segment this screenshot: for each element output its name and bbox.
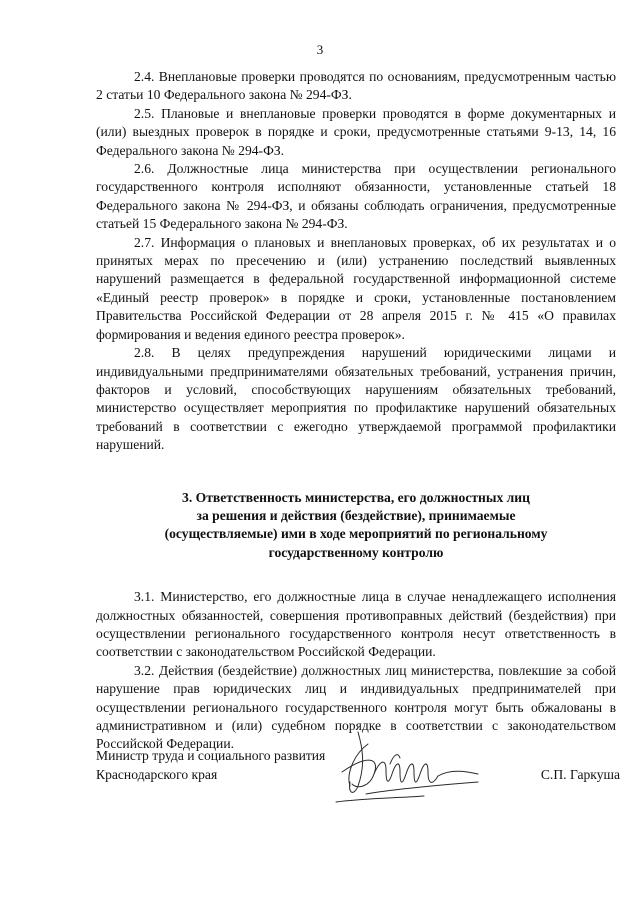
paragraph-2-6: 2.6. Должностные лица министерства при осуществлении регионального государственного контроля исполняют обязанности, установленные статьей 18 Федерального закона № 294-ФЗ, и обязаны соблюдать ограничения, предусмотренные статьей 15 Федерального закона № 294-ФЗ. bbox=[96, 161, 616, 232]
section-heading-line: за решения и действия (бездействие), принимаемые bbox=[196, 507, 516, 523]
signer-position-line: Краснодарского края bbox=[96, 767, 218, 782]
paragraph-3-2: 3.2. Действия (бездействие) должностных лиц министерства, повлекшие за собой нарушение прав юридических лиц и индивидуальных предпринимателей при осуществлении регионального государственного контроля могут быть обжалованы в административном и (или) судебном порядке в соответствии с законодательством Российской Федерации. bbox=[96, 662, 616, 752]
signature-block bbox=[96, 746, 620, 806]
section-3-heading bbox=[96, 489, 616, 563]
signer-name: С.П. Гаркуша bbox=[540, 767, 620, 782]
paragraph-3-1: 3.1. Министерство, его должностные лица в случае ненадлежащего исполнения должностных обязанностей, совершения противоправных действий (бездействия) при осуществлении регионального государственного контроля несут ответственность в соответствии с законодательством Российской Федерации. bbox=[96, 589, 616, 660]
signer-position bbox=[96, 746, 325, 784]
section-heading-line: 3. Ответственность министерства, его должностных лиц bbox=[182, 489, 530, 505]
section-heading-line: (осуществляемые) ими в ходе мероприятий по региональному bbox=[164, 526, 548, 542]
paragraph-2-8: 2.8. В целях предупреждения нарушений юридическими лицами и индивидуальными предпринимателями обязательных требований, устранения причин, факторов и условий, способствующих нарушениям обязательных требований, министерство осуществляет мероприятия по профилактике нарушений обязательных требований в соответствии с ежегодно утверждаемой программой профилактики нарушений. bbox=[96, 345, 616, 453]
paragraph-2-7: 2.7. Информация о плановых и внеплановых проверках, об их результатах и о принятых мерах по пресечению и (или) устранению последствий выявленных нарушений размещается в федеральной государственной информационной системе «Единый реестр проверок» в порядке и сроки, установленные постановлением Правительства Российской Федерации от 28 апреля 2015 г. № 415 «О правилах формирования и ведения единого реестра проверок». bbox=[96, 234, 616, 342]
section-heading-line: государственному контролю bbox=[268, 544, 444, 560]
page-number: 3 bbox=[316, 42, 324, 57]
document-body bbox=[96, 68, 616, 754]
paragraph-2-4: 2.4. Внеплановые проверки проводятся по основаниям, предусмотренным частью 2 статьи 10 Федерального закона № 294-ФЗ. bbox=[96, 69, 616, 103]
paragraph-2-5: 2.5. Плановые и внеплановые проверки проводятся в форме документарных и (или) выездных проверок в порядке и сроки, предусмотренные статьями 9-13, 14, 16 Федерального закона № 294-ФЗ. bbox=[96, 105, 616, 158]
handwritten-signature bbox=[328, 724, 498, 806]
signer-position-line: Министр труда и социального развития bbox=[96, 748, 326, 763]
